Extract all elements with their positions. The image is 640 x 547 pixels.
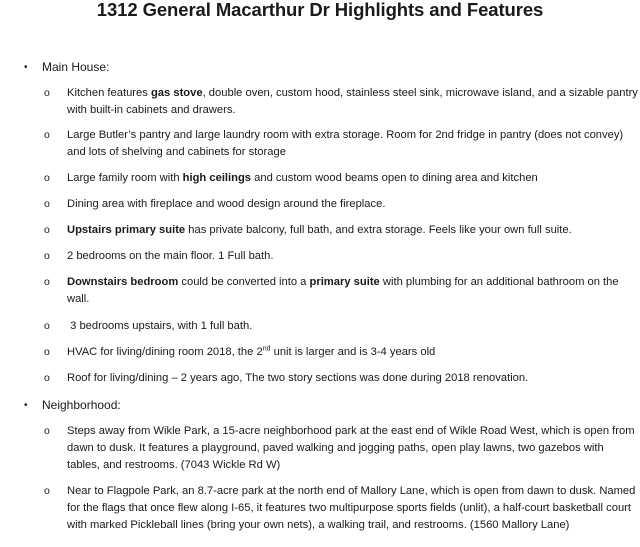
item-text bbox=[67, 370, 639, 387]
item-text-run: Large family room with bbox=[67, 172, 183, 184]
item-text-run: and custom wood beams open to dining area and kitchen bbox=[251, 172, 538, 184]
item-text-run: HVAC for living/dining room 2018, the 2 bbox=[67, 346, 263, 358]
item-bullet: o bbox=[44, 485, 50, 497]
item-text-run: Roof for living/dining – 2 years ago, The two story sections was done during 2018 renovation. bbox=[67, 372, 529, 384]
item-text-run: with plumbing for an additional bathroom on the wall. bbox=[67, 276, 619, 305]
item-text-run: 2 bedrooms on the main floor. 1 Full bath. bbox=[67, 250, 274, 262]
item-text-run: has private balcony, full bath, and extra storage. Feels like your own full suite. bbox=[185, 224, 572, 236]
item-bullet: o bbox=[44, 198, 50, 210]
item-text-run: 3 bedrooms upstairs, with 1 full bath. bbox=[67, 320, 253, 332]
item-text bbox=[67, 85, 639, 119]
item-bullet: o bbox=[44, 372, 50, 384]
item-text bbox=[67, 127, 639, 161]
item-text-run: Kitchen features bbox=[67, 87, 151, 99]
item-text bbox=[67, 423, 639, 474]
item-bullet: o bbox=[44, 129, 50, 141]
section-bullet: • bbox=[24, 62, 28, 73]
item-superscript: nd bbox=[262, 345, 271, 353]
item-text bbox=[67, 274, 639, 308]
item-text-run: unit is larger and is 3-4 years old bbox=[270, 346, 436, 358]
section-heading-text: Neighborhood: bbox=[42, 398, 121, 412]
item-text bbox=[67, 196, 639, 213]
item-text bbox=[67, 483, 639, 534]
item-text bbox=[67, 248, 639, 265]
section-heading-colon: : bbox=[106, 60, 110, 74]
item-bold-run: Upstairs primary suite bbox=[67, 224, 186, 236]
item-bullet: o bbox=[44, 425, 50, 437]
item-bold-run: gas stove bbox=[150, 87, 203, 99]
item-text-run: , double oven, custom hood, stainless steel sink, microwave island, and a sizable pantry with built-in cabinets and drawers. bbox=[67, 87, 638, 116]
document-title: 1312 General Macarthur Dr Highlights and Features bbox=[96, 0, 544, 20]
section-neighborhood-heading bbox=[24, 397, 121, 414]
item-text bbox=[67, 318, 639, 335]
item-bold-run: Downstairs bedroom bbox=[67, 276, 179, 288]
item-text bbox=[67, 170, 639, 187]
item-bold-run: primary suite bbox=[309, 276, 380, 288]
item-text-run: Dining area with fireplace and wood design around the fireplace. bbox=[67, 198, 386, 210]
item-text-run: Large Butler’s pantry and large laundry room with extra storage. Room for 2nd fridge in pantry (does not convey) and lots of shelving and cabinets for storage bbox=[67, 129, 624, 158]
item-bullet: o bbox=[44, 224, 50, 236]
item-text-run: Steps away from Wikle Park, a 15-acre neighborhood park at the east end of Wikle Road West, which is open from dawn to dusk. It features a playground, paved walking and jogging paths, open play lawns, two gazebos with tables, and restrooms. (7043 Wickle Rd W) bbox=[67, 425, 635, 471]
item-bullet: o bbox=[44, 276, 50, 288]
item-text bbox=[67, 344, 639, 361]
item-bold-run: high ceilings bbox=[182, 172, 252, 184]
item-text bbox=[67, 222, 639, 239]
item-bullet: o bbox=[44, 320, 50, 332]
item-bullet: o bbox=[44, 87, 50, 99]
item-bullet: o bbox=[44, 172, 50, 184]
section-bullet: • bbox=[24, 400, 28, 411]
item-text-run: Near to Flagpole Park, an 8.7-acre park at the north end of Mallory Lane, which is open from dawn to dusk. Named for the flags that once flew along I-65, it features two multipurpose sports fields (unlit), a half-court basketball court with marked Pickleball lines (bring your own nets), a walking trail, and restrooms. (1560 Mallory Lane) bbox=[67, 485, 636, 531]
section-main-house-heading bbox=[24, 59, 109, 76]
item-bullet: o bbox=[44, 250, 50, 262]
section-heading-text: Main House bbox=[42, 60, 107, 74]
item-bullet: o bbox=[44, 346, 50, 358]
item-text-run: could be converted into a bbox=[178, 276, 310, 288]
